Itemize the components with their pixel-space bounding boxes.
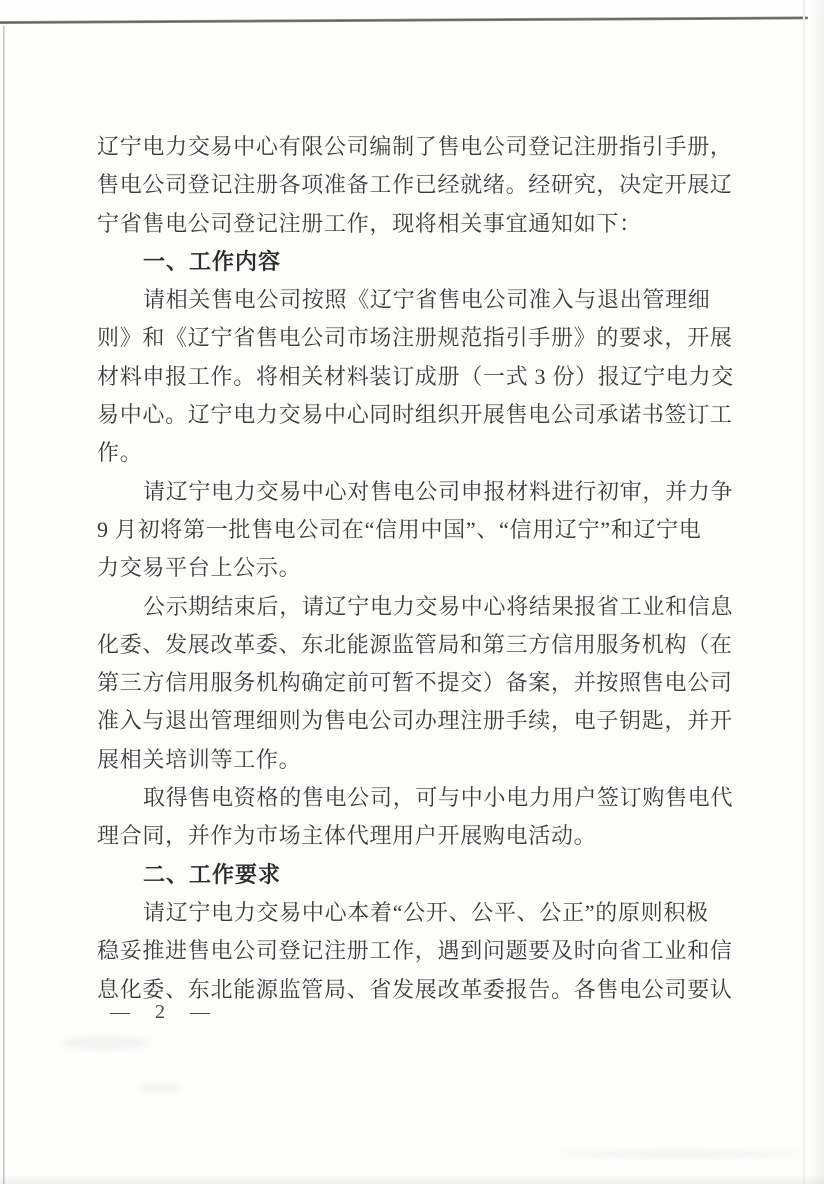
doc-line: 材料申报工作。将相关材料装订成册（一式 3 份）报辽宁电力交 (97, 363, 735, 389)
doc-line: 第三方信用服务机构确定前可暂不提交）备案，并按照售电公司 (97, 670, 733, 696)
doc-line: 准入与退出管理细则为售电公司办理注册手续，电子钥匙，并开 (97, 708, 733, 734)
doc-line: 宁省售电公司登记注册工作，现将相关事宜通知如下： (97, 210, 642, 236)
doc-line: 请辽宁电力交易中心对售电公司申报材料进行初审，并力争 (143, 478, 734, 504)
scan-shadow-bottom (0, 1175, 824, 1184)
doc-line: 展相关培训等工作。 (97, 746, 302, 772)
doc-line: 息化委、东北能源监管局、省发展改革委报告。各售电公司要认 (97, 976, 733, 1002)
doc-line: 易中心。辽宁电力交易中心同时组织开展售电公司承诺书签订工 (97, 402, 733, 428)
doc-line: 售电公司登记注册各项准备工作已经就绪。经研究，决定开展辽 (97, 172, 733, 198)
doc-line: 化委、发展改革委、东北能源监管局和第三方信用服务机构（在 (97, 631, 733, 657)
doc-line: 公示期结束后，请辽宁电力交易中心将结果报省工业和信息 (143, 593, 734, 619)
document-body (97, 128, 757, 1009)
scan-shadow-right (808, 0, 824, 1184)
doc-line: 稳妥推进售电公司登记注册工作，遇到问题要及时向省工业和信 (97, 938, 733, 964)
doc-line: 9 月初将第一批售电公司在“信用中国”、“信用辽宁”和辽宁电 (97, 516, 702, 542)
doc-line: 作。 (97, 440, 143, 466)
scan-edge-line-left (3, 26, 5, 1184)
scan-edge-seam-right (803, 0, 805, 1184)
section-heading-2: 二、工作要求 (143, 861, 282, 887)
scan-smudge (140, 1083, 180, 1093)
doc-line: 辽宁电力交易中心有限公司编制了售电公司登记注册指引手册， (97, 134, 733, 159)
doc-line: 理合同，并作为市场主体代理用户开展购电活动。 (97, 823, 597, 849)
page-number: — 2 — (110, 1001, 219, 1023)
section-heading-1: 一、工作内容 (143, 248, 282, 274)
scan-smudge (60, 1036, 150, 1050)
doc-line: 请辽宁电力交易中心本着“公开、公平、公正”的原则积极 (143, 899, 709, 925)
doc-line: 力交易平台上公示。 (97, 555, 302, 581)
doc-line: 取得售电资格的售电公司，可与中小电力用户签订购售电代 (143, 785, 734, 811)
doc-line: 则》和《辽宁省售电公司市场注册规范指引手册》的要求，开展 (97, 325, 733, 351)
doc-line: 请相关售电公司按照《辽宁省售电公司准入与退出管理细 (143, 287, 711, 313)
scan-smudge (560, 1150, 800, 1158)
